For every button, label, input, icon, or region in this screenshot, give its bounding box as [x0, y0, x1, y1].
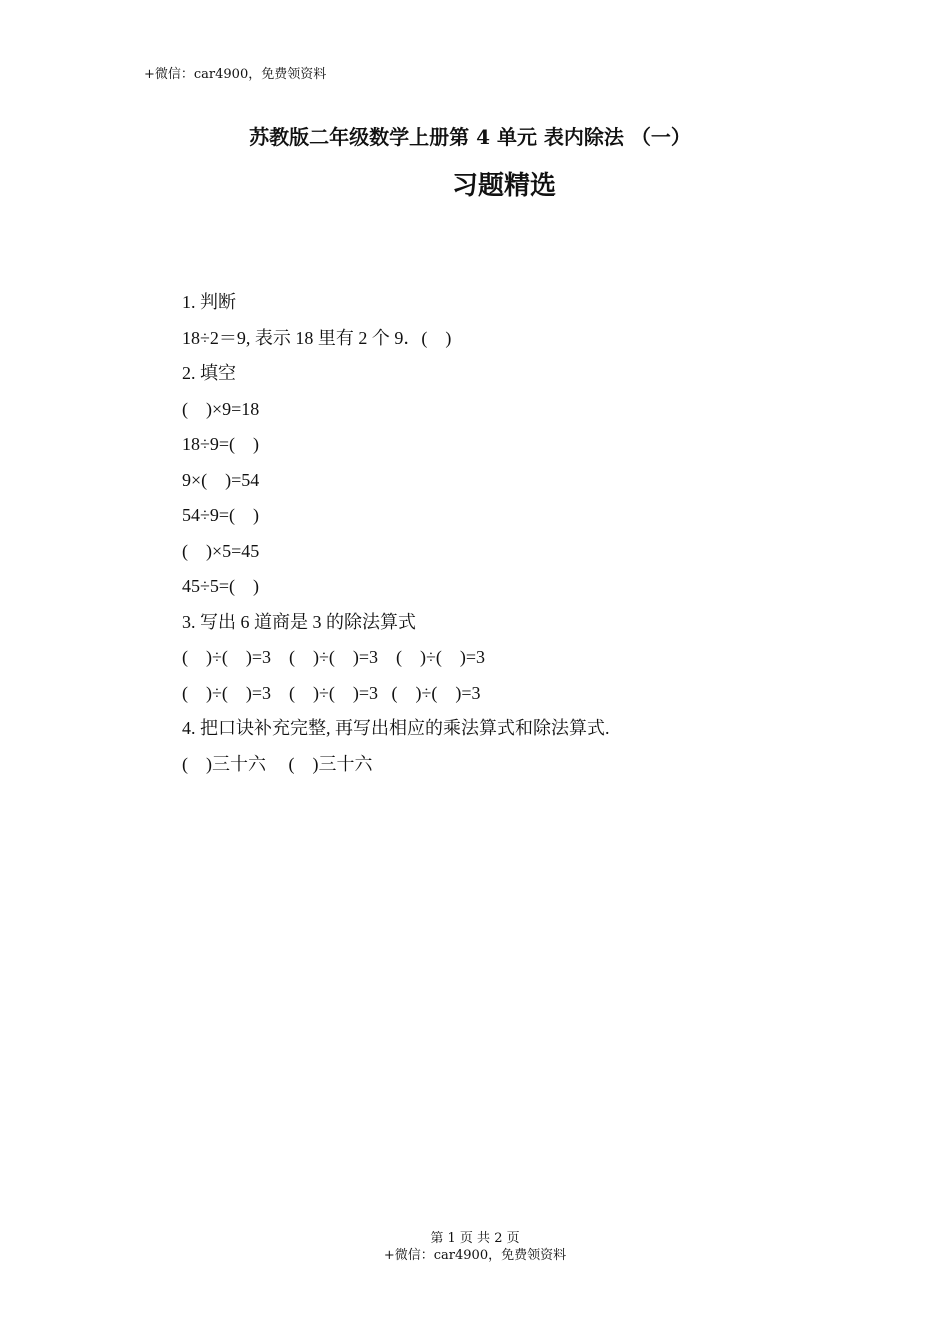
exercise-line: ( )×9=18 — [182, 398, 260, 419]
exercise-line: 54÷9=( ) — [182, 505, 260, 525]
exercise-line: ( )÷( )=3 ( )÷( )=3 ( )÷( )=3 — [182, 647, 486, 667]
page-number: 第 1 页 共 2 页 — [430, 1231, 520, 1246]
footer-note: +微信：car4900，免费领资料 — [383, 1248, 567, 1263]
exercise-line: ( )×5=45 — [182, 540, 260, 561]
section-heading-rhyme: 4. 把口诀补充完整, 再写出相应的乘法算式和除法算式. — [182, 718, 610, 738]
page-footer — [0, 1230, 950, 1264]
exercise-content — [182, 288, 802, 785]
document-subtitle: 习题精选 — [451, 171, 556, 201]
section-heading-division: 3. 写出 6 道商是 3 的除法算式 — [182, 611, 416, 632]
section-heading-judge: 1. 判断 — [182, 292, 236, 312]
exercise-line: 18÷2＝9, 表示 18 里有 2 个 9．( ) — [182, 327, 452, 348]
exercise-line: 45÷5=( ) — [182, 576, 260, 596]
exercise-line: 18÷9=( ) — [182, 434, 260, 454]
exercise-line: 9×( )=54 — [182, 469, 260, 490]
document-title-text: 苏教版二年级数学上册第 4 单元 表内除法 （一） — [249, 125, 691, 149]
section-heading-fill: 2. 填空 — [182, 363, 236, 383]
exercise-line: ( )三十六 ( )三十六 — [182, 753, 373, 774]
exercise-line: ( )÷( )=3 ( )÷( )=3 ( )÷( )=3 — [182, 682, 481, 703]
header-note: +微信：car4900，免费领资料 — [144, 67, 327, 82]
document-title — [0, 123, 950, 151]
